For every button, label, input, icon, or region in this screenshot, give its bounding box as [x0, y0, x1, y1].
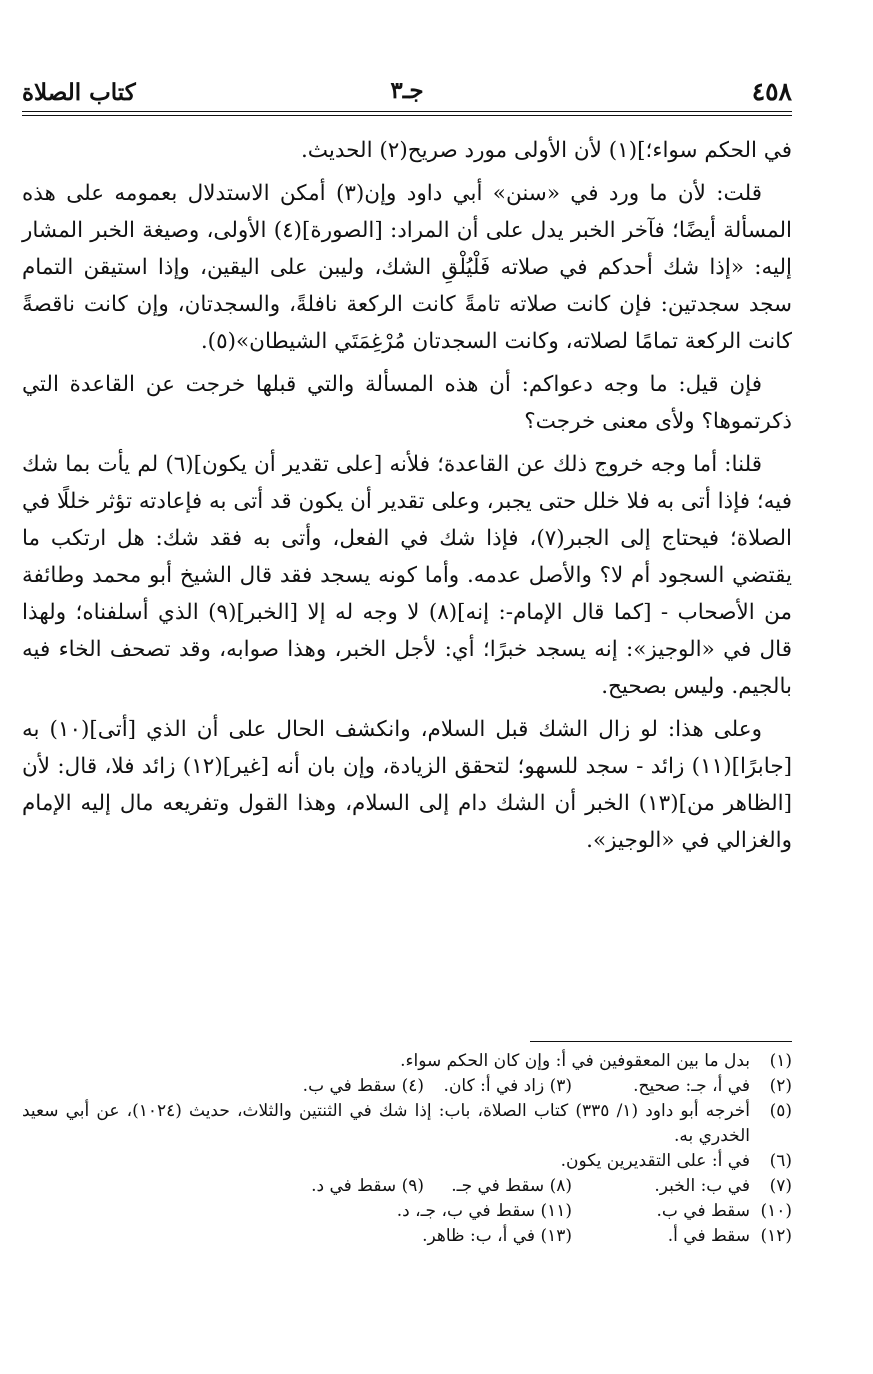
footnote-text: في أ، جـ: صحيح.	[633, 1076, 750, 1096]
book-title: كتاب الصلاة	[22, 79, 136, 106]
main-text	[22, 132, 792, 859]
footnote-number: (٧)	[769, 1176, 792, 1196]
paragraph: فإن قيل: ما وجه دعواكم: أن هذه المسألة والتي قبلها خرجت عن القاعدة التي ذكرتموها؟ ولأى معنى خرجت؟	[22, 372, 792, 434]
footnote-text: زاد في أ: كان.	[443, 1076, 545, 1096]
footnote-number: (٣)	[549, 1076, 572, 1096]
footnotes	[22, 1049, 792, 1249]
footnote-text: أخرجه أبو داود (١/ ٣٣٥) كتاب الصلاة، باب: إذا شك في الثنتين والثلاث، حديث (١٠٢٤)، عن أبي سعيد الخدري به.	[22, 1101, 751, 1146]
paragraph: قلت: لأن ما ورد في «سنن» أبي داود وإن(٣) أمكن الاستدلال بعمومه على هذه المسألة أيضًا؛ فآخر الخبر يدل على أن المراد: [الصورة](٤) الأولى، وصيغة الخبر المشار إليه: «إذا شك أحدكم في صلاته فَلْيُلْقِ الشك، وليبن على اليقين، وإذا استيقن التمام سجد سجدتين: فإن كانت صلاته تامةً كانت الركعة نافلةً، والسجدتان، وإن كانت ناقصةً كانت الركعة تمامًا لصلاته، وكانت السجدتان مُرْغِمَتَي الشيطان»(٥).	[22, 181, 792, 354]
footnote-text: في ب: الخبر.	[654, 1176, 750, 1196]
footnote-separator	[530, 1041, 792, 1042]
footnote-text: في أ: على التقديرين يكون.	[560, 1151, 750, 1171]
footnote-line	[22, 1224, 792, 1249]
footnote-text: سقط في جـ.	[451, 1176, 545, 1196]
page-header	[22, 66, 792, 106]
footnote-number: (٥)	[769, 1101, 792, 1121]
footnote-number: (١٣)	[540, 1226, 572, 1246]
paragraph: وعلى هذا: لو زال الشك قبل السلام، وانكشف الحال على أن الذي [أتى](١٠) به [جابرًا](١١) زائد - سجد للسهو؛ لتحقق الزيادة، وإن بان أنه [غير](١٢) زائد فلا، قال: لأن [الظاهر من](١٣) الخبر أن الشك دام إلى السلام، وهذا القول وتفريعه مال إليه الإمام والغزالي في «الوجيز».	[22, 717, 793, 853]
footnote-text: سقط في أ.	[667, 1226, 750, 1246]
footnote-line	[22, 1149, 792, 1174]
footnote-text: سقط في ب.	[302, 1076, 397, 1096]
header-rule-top	[22, 111, 792, 112]
footnote-line	[22, 1074, 792, 1099]
footnote-text: سقط في د.	[311, 1176, 397, 1196]
footnote-text: سقط في ب، جـ، د.	[396, 1201, 536, 1221]
footnote-number: (٦)	[769, 1151, 792, 1171]
footnote-text: سقط في ب.	[656, 1201, 750, 1221]
footnote-number: (١١)	[540, 1201, 572, 1221]
footnote-number: (١)	[769, 1051, 792, 1071]
footnote-number: (١٠)	[760, 1201, 792, 1221]
footnote-line	[22, 1099, 792, 1149]
footnote-line	[22, 1049, 792, 1074]
paragraph: قلنا: أما وجه خروج ذلك عن القاعدة؛ فلأنه [على تقدير أن يكون](٦) لم يأت بما شك فيه؛ فإذا أتى به فلا خلل حتى يجبر، وعلى تقدير أن يكون قد أتى به فإعادته تؤثر خللًا في الصلاة؛ فيحتاج إلى الجبر(٧)، فإذا شك في الفعل، وأتى به فقد شك: هل ارتكب ما يقتضي السجود أم لا؟ والأصل عدمه. وأما كونه يسجد فقد قال الشيخ أبو محمد وطائفة من الأصحاب - [كما قال الإمام-: إنه](٨) لا وجه له إلا [الخبر](٩) الذي أسلفناه؛ ولهذا قال في «الوجيز»: إنه يسجد خبرًا؛ أي: لأجل الخبر، وهذا صوابه، وقد تصحف الخاء فيه بالجيم. وليس بصحيح.	[22, 452, 793, 699]
footnote-number: (٨)	[549, 1176, 572, 1196]
footnote-number: (٢)	[769, 1076, 792, 1096]
footnote-number: (٩)	[401, 1176, 424, 1196]
paragraph: في الحكم سواء؛](١) لأن الأولى مورد صريح(٢) الحديث.	[300, 138, 792, 163]
footnote-line	[22, 1174, 792, 1199]
footnote-line	[22, 1199, 792, 1224]
footnote-text: في أ، ب: ظاهر.	[422, 1226, 536, 1246]
footnote-text: بدل ما بين المعقوفين في أ: وإن كان الحكم سواء.	[400, 1051, 750, 1071]
volume-label: جـ٣	[390, 77, 424, 104]
footnote-number: (١٢)	[760, 1226, 792, 1246]
page-number: ٤٥٨	[751, 77, 792, 106]
header-rule-bottom	[22, 115, 792, 116]
footnote-number: (٤)	[401, 1076, 424, 1096]
